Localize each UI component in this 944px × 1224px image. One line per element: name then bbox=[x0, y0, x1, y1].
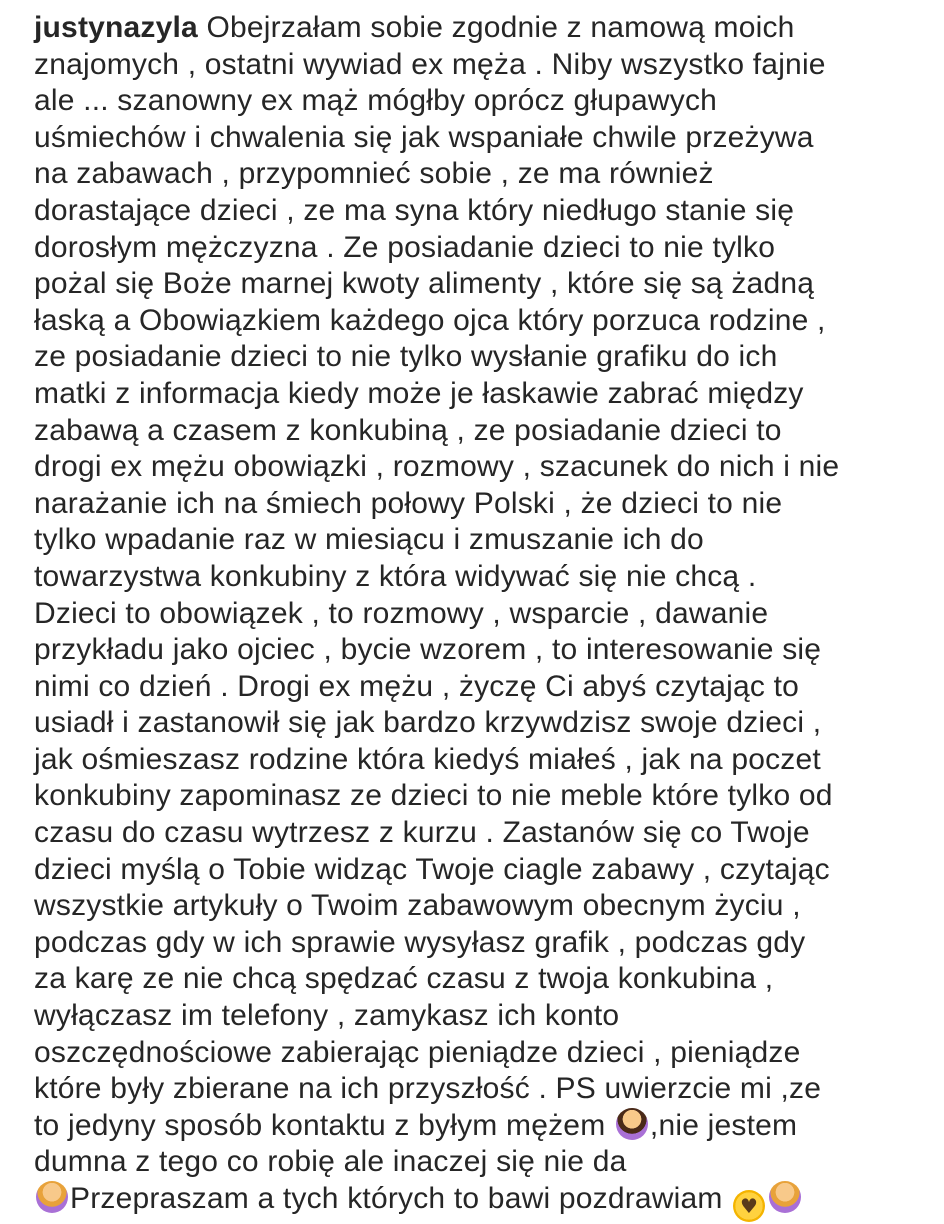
comment-text-line: podczas gdy w ich sprawie wysyłasz grafik , podczas gdy bbox=[34, 925, 806, 959]
comment-text-line: czasu do czasu wytrzesz z kurzu . Zastanów się co Twoje bbox=[34, 816, 810, 850]
person-facepalming-emoji-icon bbox=[769, 1181, 801, 1213]
comment-text-line: ze posiadanie dzieci to nie tylko wysłanie grafiku do ich bbox=[34, 340, 778, 374]
comment-text-line: dzieci myślą o Tobie widząc Twoje ciagle zabawy , czytając bbox=[34, 852, 830, 886]
comment-text-line: tylko wpadanie raz w miesiącu i zmuszanie ich do bbox=[34, 523, 704, 557]
comment-text-line: jak ośmieszasz rodzine która kiedyś miałeś , jak na poczet bbox=[34, 742, 821, 776]
comment-text-line: znajomych , ostatni wywiad ex męża . Niby wszystko fajnie bbox=[34, 47, 826, 81]
comment-text-segment: ,nie jestem bbox=[649, 1108, 798, 1142]
comment-line-33 bbox=[34, 1181, 914, 1218]
comment-text-line: oszczędnościowe zabierając pieniądze dzieci , pieniądze bbox=[34, 1035, 801, 1069]
comment-line-1 bbox=[34, 10, 914, 47]
comment-text-line: dorosłym mężczyzna . Ze posiadanie dzieci to nie tylko bbox=[34, 230, 776, 264]
comment-text-segment: to jedyny sposób kontaktu z byłym mężem bbox=[34, 1108, 614, 1142]
instagram-comment bbox=[34, 10, 914, 1218]
comment-text-line: usiadł i zastanowił się jak bardzo krzywdzisz swoje dzieci , bbox=[34, 706, 822, 740]
comment-text-line: drogi ex mężu obowiązki , rozmowy , szacunek do nich i nie bbox=[34, 450, 840, 484]
comment-text-line: konkubiny zapominasz ze dzieci to nie meble które tylko od bbox=[34, 779, 833, 813]
comment-text-line: łaską a Obowiązkiem każdego ojca który porzuca rodzine , bbox=[34, 303, 826, 337]
comment-text-line: Obejrzałam sobie zgodnie z namową moich bbox=[197, 11, 795, 44]
comment-line-31 bbox=[34, 1108, 914, 1145]
person-shrugging-emoji-icon bbox=[616, 1108, 648, 1140]
comment-text-line: ale ... szanowny ex mąż mógłby oprócz głupawych bbox=[34, 84, 718, 118]
comment-text-line: towarzystwa konkubiny z która widywać się nie chcą . bbox=[34, 559, 757, 593]
comment-text-line: wyłączasz im telefony , zamykasz ich konto bbox=[34, 999, 620, 1033]
comment-text-line: zabawą a czasem z konkubiną , ze posiadanie dzieci to bbox=[34, 413, 782, 447]
comment-text-line: uśmiechów i chwalenia się jak wspaniałe chwile przeżywa bbox=[34, 120, 814, 154]
comment-text-segment: Przepraszam a tych których to bawi pozdrawiam bbox=[70, 1182, 732, 1215]
comment-text-line: wszystkie artykuły o Twoim zabawowym obecnym życiu , bbox=[34, 889, 801, 923]
comment-text-line: pożal się Boże marnej kwoty alimenty , które się są żadną bbox=[34, 267, 815, 301]
person-facepalming-emoji-icon bbox=[36, 1181, 68, 1213]
comment-text-line: matki z informacja kiedy może je łaskawie zabrać między bbox=[34, 376, 804, 410]
comment-text-line: za karę ze nie chcą spędzać czasu z twoja konkubina , bbox=[34, 962, 774, 996]
username-link[interactable]: justynazyla bbox=[34, 11, 198, 44]
comment-text-line: na zabawach , przypomnieć sobie , ze ma również bbox=[34, 157, 714, 191]
comment-text-line: które były zbierane na ich przyszłość . PS uwierzcie mi ,ze bbox=[34, 1072, 822, 1106]
comment-text-line: dorastające dzieci , ze ma syna który niedługo stanie się bbox=[34, 193, 795, 227]
face-blowing-kiss-emoji-icon: ♥ bbox=[733, 1190, 765, 1222]
comment-text-line: Dzieci to obowiązek , to rozmowy , wsparcie , dawanie bbox=[34, 596, 769, 630]
comment-text-line: przykładu jako ojciec , bycie wzorem , to interesowanie się bbox=[34, 633, 822, 667]
comment-text-line: narażanie ich na śmiech połowy Polski , że dzieci to nie bbox=[34, 486, 783, 520]
comment-text-line: dumna z tego co robię ale inaczej się nie da bbox=[34, 1145, 627, 1179]
comment-text-line: nimi co dzień . Drogi ex mężu , życzę Ci abyś czytając to bbox=[34, 669, 800, 703]
